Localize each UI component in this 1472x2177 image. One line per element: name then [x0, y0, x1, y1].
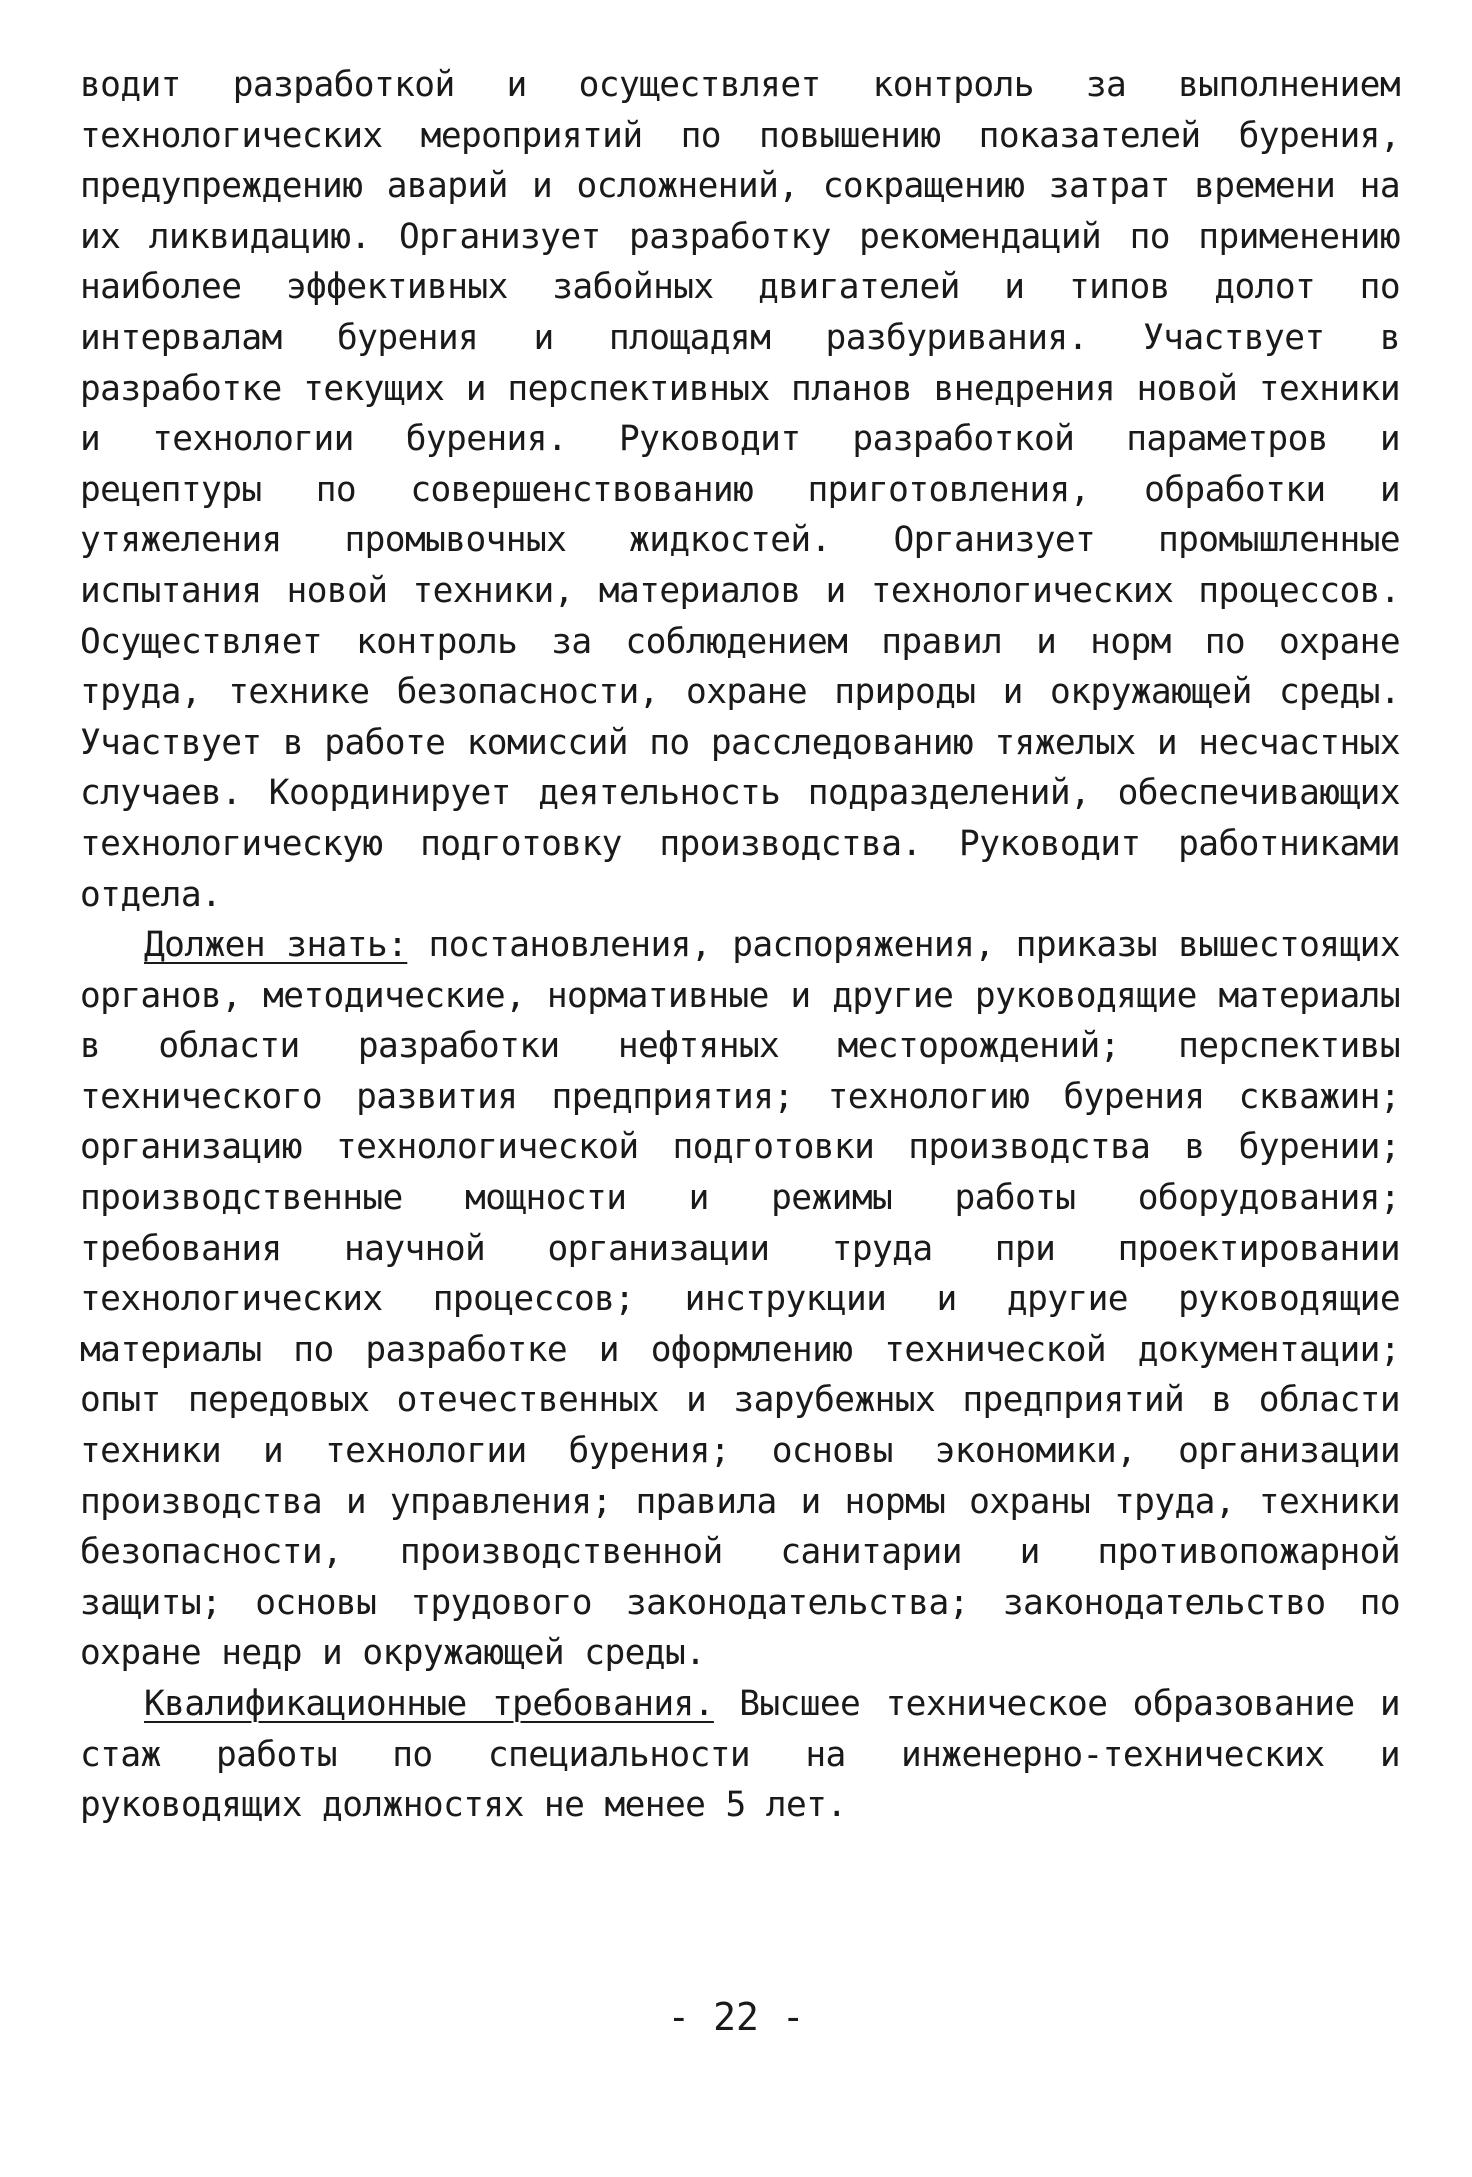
document-page	[80, 60, 1400, 1831]
paragraph-duties-continuation: водит разработкой и осуществляет контроль за выполнением технологических мероприятий по повышению показателей бурения, предупреждению аварий и осложнений, сокращению затрат времени на их ликвидацию. Организует разработку рекомендаций по применению наиболее эффективных забойных двигателей и типов долот по интервалам бурения и площадям разбуривания. Участвует в разработке текущих и перспективных планов внедрения новой техники и технологии бурения. Руководит разработкой параметров и рецептуры по совершенствованию приготовления, обработки и утяжеления промывочных жидкостей. Организует промышленные испытания новой техники, материалов и технологических процессов. Осуществляет контроль за соблюдением правил и норм по охране труда, технике безопасности, охране природы и окружающей среды. Участвует в работе комиссий по расследованию тяжелых и несчастных случаев. Координирует деятельность подразделений, обеспечивающих технологическую подготовку производства. Руководит работниками отдела.	[80, 65, 1400, 915]
paragraph-knowledge	[80, 920, 1400, 1679]
paragraph-qualification	[80, 1679, 1400, 1831]
page-number: - 22 -	[667, 1995, 805, 2039]
knowledge-text: постановления, распоряжения, приказы вышестоящих органов, методические, нормативные и другие руководящие материалы в области разработки нефтяных месторождений; перспективы технического развития предприятия; технологию бурения скважин; организацию технологической подготовки производства в бурении; производственные мощности и режимы работы оборудования; требования научной организации труда при проектировании технологических процессов; инструкции и другие руководящие материалы по разработке и оформлению технической документации; опыт передовых отечественных и зарубежных предприятий в области техники и технологии бурения; основы экономики, организации производства и управления; правила и нормы охраны труда, техники безопасности, производственной санитарии и противопожарной защиты; основы трудового законодательства; законодательство по охране недр и окружающей среды.	[80, 925, 1400, 1674]
knowledge-heading: Должен знать:	[144, 925, 408, 966]
qualification-heading: Квалификационные требования.	[144, 1684, 714, 1724]
qualification-text: Высшее техническое образование и стаж работы по специальности на инженерно-технических и руководящих должностях не менее 5 лет.	[80, 1684, 1400, 1826]
